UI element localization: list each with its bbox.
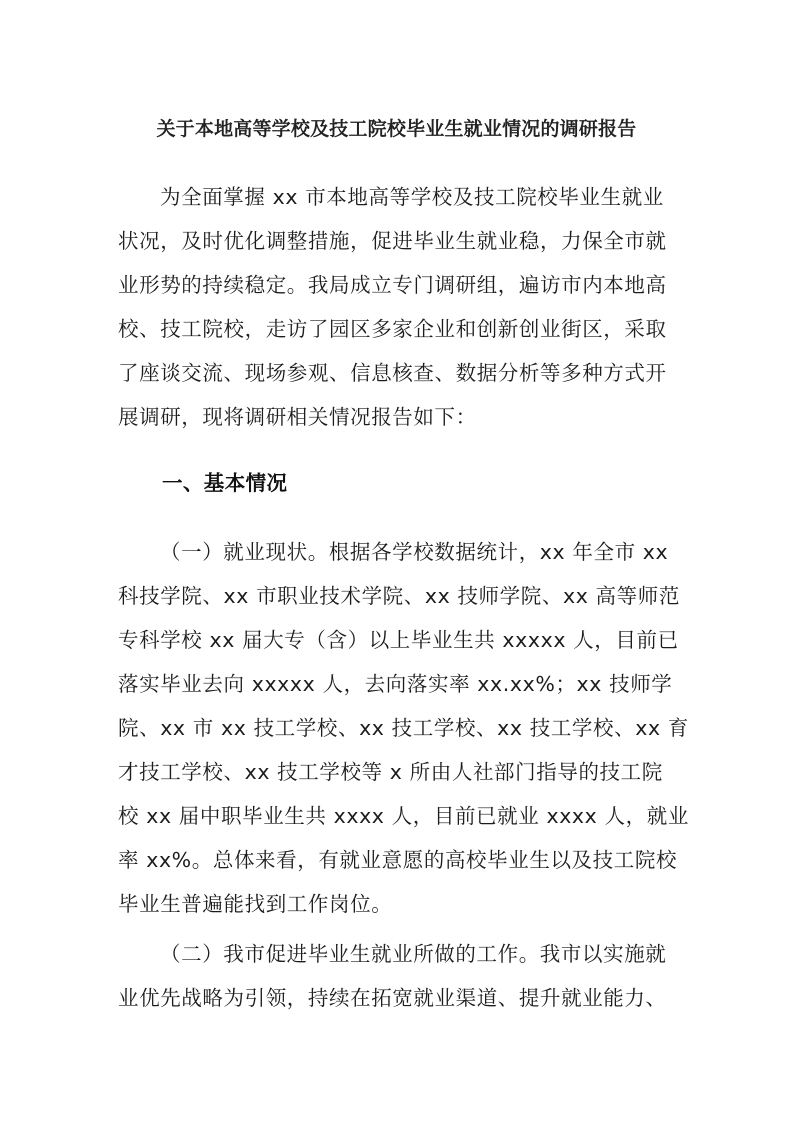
paragraph-line: （一）就业现状。根据各学校数据统计，xx 年全市 xx [160,540,669,564]
intro-line: 状况，及时优化调整措施，促进毕业生就业稳，力保全市就 [118,229,667,253]
paragraph-line: 校 xx 届中职毕业生共 xxxx 人，目前已就业 xxxx 人，就业 [118,804,689,828]
paragraph-line: （二）我市促进毕业生就业所做的工作。我市以实施就 [160,942,667,966]
paragraph-line: 业优先战略为引领，持续在拓宽就业渠道、提升就业能力、 [118,986,667,1010]
intro-line: 校、技工院校，走访了园区多家企业和创新创业街区，采取 [118,317,667,341]
document-title: 关于本地高等学校及技工院校毕业生就业情况的调研报告 [156,118,637,140]
paragraph-line: 科技学院、xx 市职业技术学院、xx 技师学院、xx 高等师范 [118,584,680,608]
intro-line: 了座谈交流、现场参观、信息核查、数据分析等多种方式开 [118,361,667,385]
paragraph-line: 率 xx%。总体来看，有就业意愿的高校毕业生以及技工院校 [118,848,678,872]
paragraph-line: 才技工学校、xx 技工学校等 x 所由人社部门指导的技工院 [118,760,663,784]
paragraph-line: 专科学校 xx 届大专（含）以上毕业生共 xxxxx 人，目前已 [118,628,679,652]
intro-line: 业形势的持续稳定。我局成立专门调研组，遍访市内本地高 [118,273,667,297]
intro-line: 为全面掌握 xx 市本地高等学校及技工院校毕业生就业 [160,185,664,209]
paragraph-line: 落实毕业去向 xxxxx 人，去向落实率 xx.xx%；xx 技师学 [118,672,673,696]
paragraph-line: 院、xx 市 xx 技工学校、xx 技工学校、xx 技工学校、xx 育 [118,716,689,740]
section-heading: 一、基本情况 [162,471,288,495]
intro-line: 展调研，现将调研相关情况报告如下： [118,405,477,429]
paragraph-line: 毕业生普遍能找到工作岗位。 [118,892,393,916]
